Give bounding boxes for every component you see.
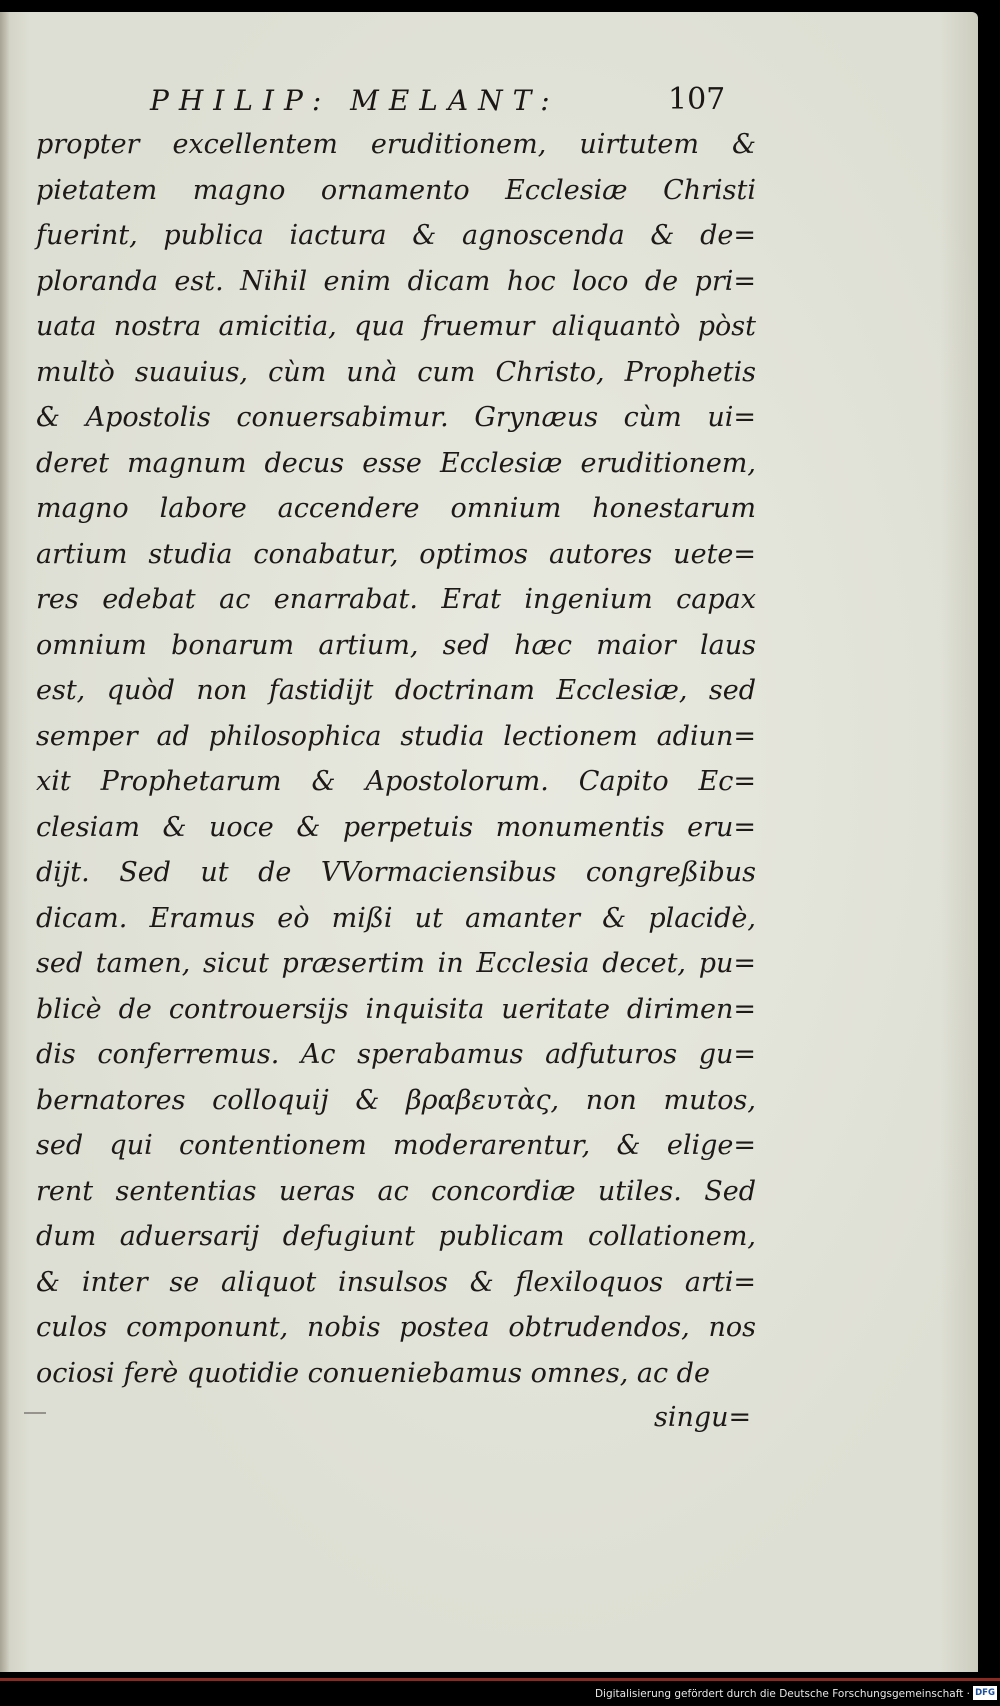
text-line: magno labore accendere omnium honestarum [36,493,756,524]
text-line: rent sententias ueras ac concordiæ utiles. Sed [36,1175,756,1207]
text-line: artium studia conabatur, optimos autores uete= [36,538,756,570]
text-line: est, quòd non fastidijt doctrinam Ecclesiæ, sed [36,675,756,706]
book-page [0,12,978,1672]
text-line: dis conferremus. Ac sperabamus adfuturos gu= [36,1039,756,1070]
text-line: propter excellentem eruditionem, uirtutem & [36,129,756,160]
marginal-mark [24,1412,46,1414]
body-text [36,122,756,1396]
text-line: sed qui contentionem moderarentur, & elige= [36,1130,756,1161]
text-line: & Apostolis conuersabimur. Grynæus cùm ui= [36,402,756,433]
text-line: clesiam & uoce & perpetuis monumentis eru= [36,811,756,843]
text-line: dijt. Sed ut de VVormaciensibus congreßibus [36,857,756,888]
text-line: ploranda est. Nihil enim dicam hoc loco de pri= [36,265,756,297]
text-line: dum aduersarij defugiunt publicam collationem, [36,1221,756,1252]
text-line: omnium bonarum artium, sed hæc maior laus [36,629,756,661]
text-line: ociosi ferè quotidie conueniebamus omnes, ac de [36,1357,710,1389]
page-edge-shadow [0,12,10,1672]
bottom-band [0,1678,1000,1681]
text-line: fuerint, publica iactura & agnoscenda & de= [36,220,756,251]
text-line: & inter se aliquot insulsos & flexiloquos arti= [36,1266,756,1298]
text-line: multò suauius, cùm unà cum Christo, Prophetis [36,356,756,388]
page-number: 107 [668,82,726,117]
text-line: blicè de controuersijs inquisita ueritate dirimen= [36,993,756,1025]
text-line: xit Prophetarum & Apostolorum. Capito Ec= [36,766,756,797]
text-line: culos componunt, nobis postea obtrudendos, nos [36,1312,756,1343]
running-head: PHILIP: MELANT: [150,84,560,117]
text-line: semper ad philosophica studia lectionem adiun= [36,720,756,752]
text-line: res edebat ac enarrabat. Erat ingenium capax [36,584,756,615]
text-line: uata nostra amicitia, qua fruemur aliquantò pòst [36,311,756,342]
text-line: deret magnum decus esse Ecclesiæ eruditionem, [36,447,756,479]
text-line: pietatem magno ornamento Ecclesiæ Christi [36,174,756,206]
text-line: sed tamen, sicut præsertim in Ecclesia decet, pu= [36,948,756,979]
text-line: dicam. Eramus eò mißi ut amanter & placidè, [36,902,756,934]
dfg-logo: DFG [973,1686,997,1700]
catchword: singu= [654,1402,752,1433]
digitization-credit: Digitalisierung gefördert durch die Deutsche Forschungsgemeinschaft · [594,1688,970,1700]
text-line: bernatores colloquij & βραβευτὰς, non mutos, [36,1084,756,1116]
